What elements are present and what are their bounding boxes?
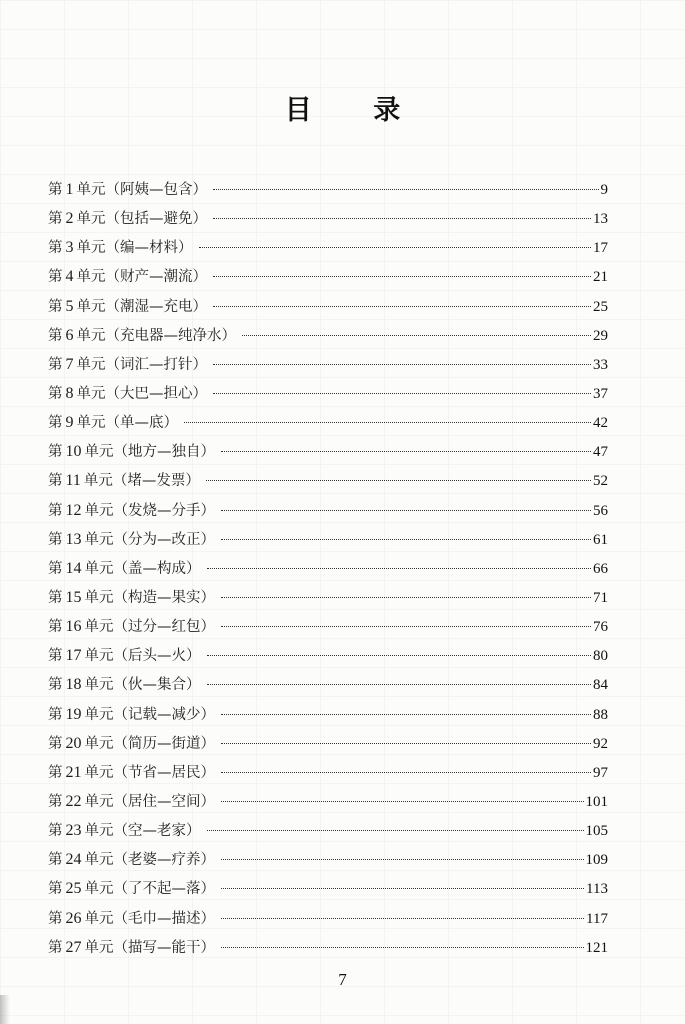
toc-entry-unit-title: 单元（构造—果实） (84, 589, 215, 606)
toc-entry-prefix: 第 (48, 182, 63, 198)
toc-entry-label (48, 379, 207, 409)
toc-entry[interactable] (48, 350, 608, 379)
toc-entry-prefix: 第 (48, 852, 63, 869)
toc-entry[interactable] (48, 583, 608, 612)
dot-leader (221, 510, 591, 511)
toc-entry[interactable] (48, 466, 608, 495)
toc-entry[interactable] (48, 379, 608, 408)
toc-entry-unit-number: 26 (65, 909, 82, 927)
toc-entry-unit-title: 单元（简历—街道） (84, 735, 215, 752)
toc-entry-label (48, 175, 207, 205)
toc-entry-page-number: 76 (593, 619, 608, 636)
toc-entry-unit-title: 单元（阿姨—包含） (76, 182, 207, 198)
toc-entry-prefix: 第 (48, 240, 63, 257)
dot-leader (221, 714, 591, 715)
dot-leader (221, 743, 591, 744)
toc-entry-label (48, 729, 215, 759)
toc-entry-page-number: 17 (593, 240, 608, 257)
toc-entry-unit-title: 单元（节省—居民） (84, 764, 215, 781)
toc-entry-page-number: 117 (586, 910, 608, 927)
toc-entry-prefix: 第 (48, 793, 63, 810)
toc-entry-unit-number: 24 (65, 851, 82, 869)
toc-entry-prefix: 第 (48, 502, 63, 519)
toc-entry-prefix: 第 (48, 473, 63, 490)
toc-entry-label (48, 466, 200, 496)
toc-entry-unit-title: 单元（潮湿—充电） (76, 298, 207, 315)
toc-entry[interactable] (48, 233, 608, 262)
toc-entry[interactable] (48, 700, 608, 729)
toc-entry-label (48, 350, 207, 380)
toc-entry[interactable] (48, 321, 608, 350)
toc-entry-unit-number: 9 (65, 414, 74, 432)
toc-entry-label (48, 583, 215, 613)
toc-entry-page-number: 52 (593, 473, 608, 490)
toc-entry-prefix: 第 (48, 619, 63, 636)
toc-entry-unit-number: 18 (65, 676, 82, 694)
toc-entry-unit-title: 单元（伙—集合） (84, 677, 201, 694)
toc-entry-page-number: 71 (593, 589, 608, 606)
toc-entry-unit-title: 单元（财产—潮流） (76, 269, 207, 286)
toc-entry-unit-number: 15 (65, 588, 82, 606)
dot-leader (207, 830, 584, 831)
toc-entry-page-number: 61 (593, 531, 608, 548)
toc-entry[interactable] (48, 758, 608, 787)
toc-entry-label (48, 641, 201, 671)
toc-entry-unit-number: 2 (65, 210, 74, 228)
toc-entry-prefix: 第 (48, 298, 63, 315)
toc-entry-label (48, 408, 178, 438)
toc-entry-prefix: 第 (48, 735, 63, 752)
toc-entry-page-number: 21 (593, 269, 608, 286)
toc-entry-label (48, 437, 215, 467)
toc-entry-unit-title: 单元（描写—能干） (84, 939, 215, 956)
dot-leader (213, 393, 591, 394)
toc-entry-unit-number: 21 (65, 763, 82, 781)
toc-entry-page-number: 101 (585, 793, 608, 810)
toc-entry-unit-number: 11 (65, 472, 81, 490)
toc-entry-page-number: 56 (593, 502, 608, 519)
toc-entry-unit-title: 单元（分为—改正） (84, 531, 215, 548)
toc-entry[interactable] (48, 729, 608, 758)
toc-entry[interactable] (48, 612, 608, 641)
toc-entry-unit-number: 16 (65, 618, 82, 636)
toc-entry[interactable] (48, 525, 608, 554)
toc-entry-prefix: 第 (48, 356, 63, 373)
toc-entry-page-number: 37 (593, 385, 608, 402)
toc-entry-unit-title: 单元（大巴—担心） (76, 385, 207, 402)
toc-entry-label (48, 525, 215, 555)
toc-entry-page-number: 92 (593, 735, 608, 752)
toc-entry-label (48, 612, 215, 642)
dot-leader (221, 918, 584, 919)
toc-entry-label (48, 204, 207, 234)
dot-leader (242, 335, 591, 336)
toc-entry-prefix: 第 (48, 910, 63, 927)
toc-entry-page-number: 47 (593, 444, 608, 461)
toc-entry-unit-number: 6 (65, 326, 74, 344)
dot-leader (207, 568, 592, 569)
toc-entry[interactable] (48, 641, 608, 670)
toc-entry-label (48, 845, 215, 875)
toc-entry-label (48, 874, 215, 904)
toc-entry[interactable] (48, 904, 608, 933)
toc-entry[interactable] (48, 670, 608, 699)
toc-entry-unit-title: 单元（发烧—分手） (84, 502, 215, 519)
table-of-contents (48, 175, 608, 962)
toc-entry-page-number: 84 (593, 677, 608, 694)
dot-leader (206, 480, 591, 481)
toc-entry-prefix: 第 (48, 269, 63, 286)
toc-entry-label (48, 496, 215, 526)
toc-entry-prefix: 第 (48, 327, 63, 344)
toc-entry-label (48, 670, 201, 700)
toc-entry-unit-title: 单元（编—材料） (76, 240, 193, 257)
toc-entry-prefix: 第 (48, 648, 63, 665)
toc-entry-page-number: 80 (593, 648, 608, 665)
toc-entry-label (48, 933, 215, 963)
dot-leader (213, 306, 591, 307)
toc-entry-page-number: 9 (600, 182, 608, 198)
toc-entry-unit-number: 7 (65, 355, 74, 373)
toc-entry-unit-title: 单元（单—底） (76, 415, 178, 432)
dot-leader (184, 422, 591, 423)
dot-leader (213, 276, 591, 277)
toc-entry-unit-title: 单元（过分—红包） (84, 619, 215, 636)
toc-entry-unit-title: 单元（记载—减少） (84, 706, 215, 723)
toc-entry[interactable] (48, 787, 608, 816)
toc-entry-page-number: 25 (593, 298, 608, 315)
toc-entry-unit-number: 25 (65, 880, 82, 898)
toc-entry-unit-number: 14 (65, 559, 82, 577)
toc-entry-label (48, 816, 201, 846)
page-title: 目 录 (284, 95, 427, 126)
dot-leader (221, 859, 584, 860)
toc-entry-page-number: 13 (593, 211, 608, 228)
dot-leader (213, 364, 591, 365)
dot-leader (221, 626, 591, 627)
dot-leader (207, 655, 592, 656)
toc-entry-prefix: 第 (48, 444, 63, 461)
toc-entry-page-number: 105 (585, 823, 608, 840)
dot-leader (207, 684, 592, 685)
toc-entry[interactable] (48, 262, 608, 291)
scan-shadow (0, 995, 10, 1024)
toc-entry-prefix: 第 (48, 531, 63, 548)
toc-entry-unit-number: 20 (65, 734, 82, 752)
toc-entry-unit-title: 单元（词汇—打针） (76, 356, 207, 373)
toc-entry-unit-title: 单元（居住—空间） (84, 793, 215, 810)
toc-entry[interactable] (48, 845, 608, 874)
dot-leader (213, 189, 599, 190)
toc-entry-label (48, 787, 215, 817)
toc-entry[interactable] (48, 933, 608, 962)
dot-leader (221, 597, 591, 598)
toc-entry-page-number: 109 (585, 852, 608, 869)
toc-entry-label (48, 262, 207, 292)
toc-entry-unit-number: 13 (65, 530, 82, 548)
toc-entry-unit-title: 单元（空—老家） (84, 823, 201, 840)
toc-entry-unit-title: 单元（后头—火） (84, 648, 201, 665)
toc-entry[interactable] (48, 292, 608, 321)
dot-leader (221, 539, 591, 540)
toc-entry-page-number: 42 (593, 415, 608, 432)
toc-entry-label (48, 292, 207, 322)
dot-leader (221, 801, 584, 802)
toc-entry-prefix: 第 (48, 764, 63, 781)
toc-entry[interactable] (48, 204, 608, 233)
toc-entry-prefix: 第 (48, 939, 63, 956)
toc-entry-prefix: 第 (48, 823, 63, 840)
toc-entry-page-number: 88 (593, 706, 608, 723)
toc-entry-page-number: 66 (593, 560, 608, 577)
toc-entry[interactable] (48, 554, 608, 583)
toc-entry[interactable] (48, 496, 608, 525)
toc-entry-unit-title: 单元（地方—独自） (84, 444, 215, 461)
toc-entry[interactable] (48, 874, 608, 903)
toc-entry-label (48, 758, 215, 788)
toc-entry-unit-number: 10 (65, 443, 82, 461)
toc-entry-unit-title: 单元（盖—构成） (84, 560, 201, 577)
toc-entry-unit-number: 1 (65, 181, 74, 198)
toc-entry-unit-title: 单元（包括—避免） (76, 211, 207, 228)
toc-entry-prefix: 第 (48, 385, 63, 402)
toc-entry-unit-title: 单元（老婆—疗养） (84, 852, 215, 869)
toc-entry-unit-number: 5 (65, 297, 74, 315)
toc-entry-page-number: 33 (593, 356, 608, 373)
toc-entry-label (48, 321, 236, 351)
toc-entry-prefix: 第 (48, 560, 63, 577)
toc-entry-unit-number: 23 (65, 822, 82, 840)
toc-entry-prefix: 第 (48, 881, 63, 898)
toc-entry-unit-number: 27 (65, 938, 82, 956)
toc-entry-unit-title: 单元（堵—发票） (83, 473, 200, 490)
toc-entry-unit-number: 17 (65, 647, 82, 665)
toc-entry-unit-number: 22 (65, 792, 82, 810)
toc-entry[interactable] (48, 437, 608, 466)
toc-entry-page-number: 29 (593, 327, 608, 344)
toc-entry-unit-number: 4 (65, 268, 74, 286)
toc-entry-unit-number: 8 (65, 384, 74, 402)
dot-leader (213, 218, 591, 219)
toc-entry-prefix: 第 (48, 589, 63, 606)
toc-entry-unit-title: 单元（毛巾—描述） (84, 910, 215, 927)
dot-leader (221, 947, 584, 948)
toc-entry-page-number: 113 (586, 881, 608, 898)
page-number: 7 (338, 970, 347, 989)
dot-leader (221, 772, 591, 773)
toc-entry-prefix: 第 (48, 415, 63, 432)
dot-leader (221, 451, 591, 452)
toc-entry[interactable] (48, 175, 608, 204)
toc-entry-prefix: 第 (48, 211, 63, 228)
toc-entry-unit-number: 19 (65, 705, 82, 723)
dot-leader (221, 888, 584, 889)
toc-entry-unit-number: 12 (65, 501, 82, 519)
toc-entry-unit-title: 单元（了不起—落） (84, 881, 215, 898)
toc-entry-prefix: 第 (48, 706, 63, 723)
toc-entry-page-number: 97 (593, 764, 608, 781)
toc-entry[interactable] (48, 408, 608, 437)
toc-entry[interactable] (48, 816, 608, 845)
toc-entry-label (48, 554, 201, 584)
toc-entry-unit-title: 单元（充电器—纯净水） (76, 327, 236, 344)
toc-entry-label (48, 700, 215, 730)
toc-entry-label (48, 233, 193, 263)
toc-entry-page-number: 121 (585, 939, 608, 956)
toc-entry-unit-number: 3 (65, 239, 74, 257)
toc-entry-prefix: 第 (48, 677, 63, 694)
dot-leader (199, 247, 592, 248)
toc-entry-label (48, 904, 215, 934)
